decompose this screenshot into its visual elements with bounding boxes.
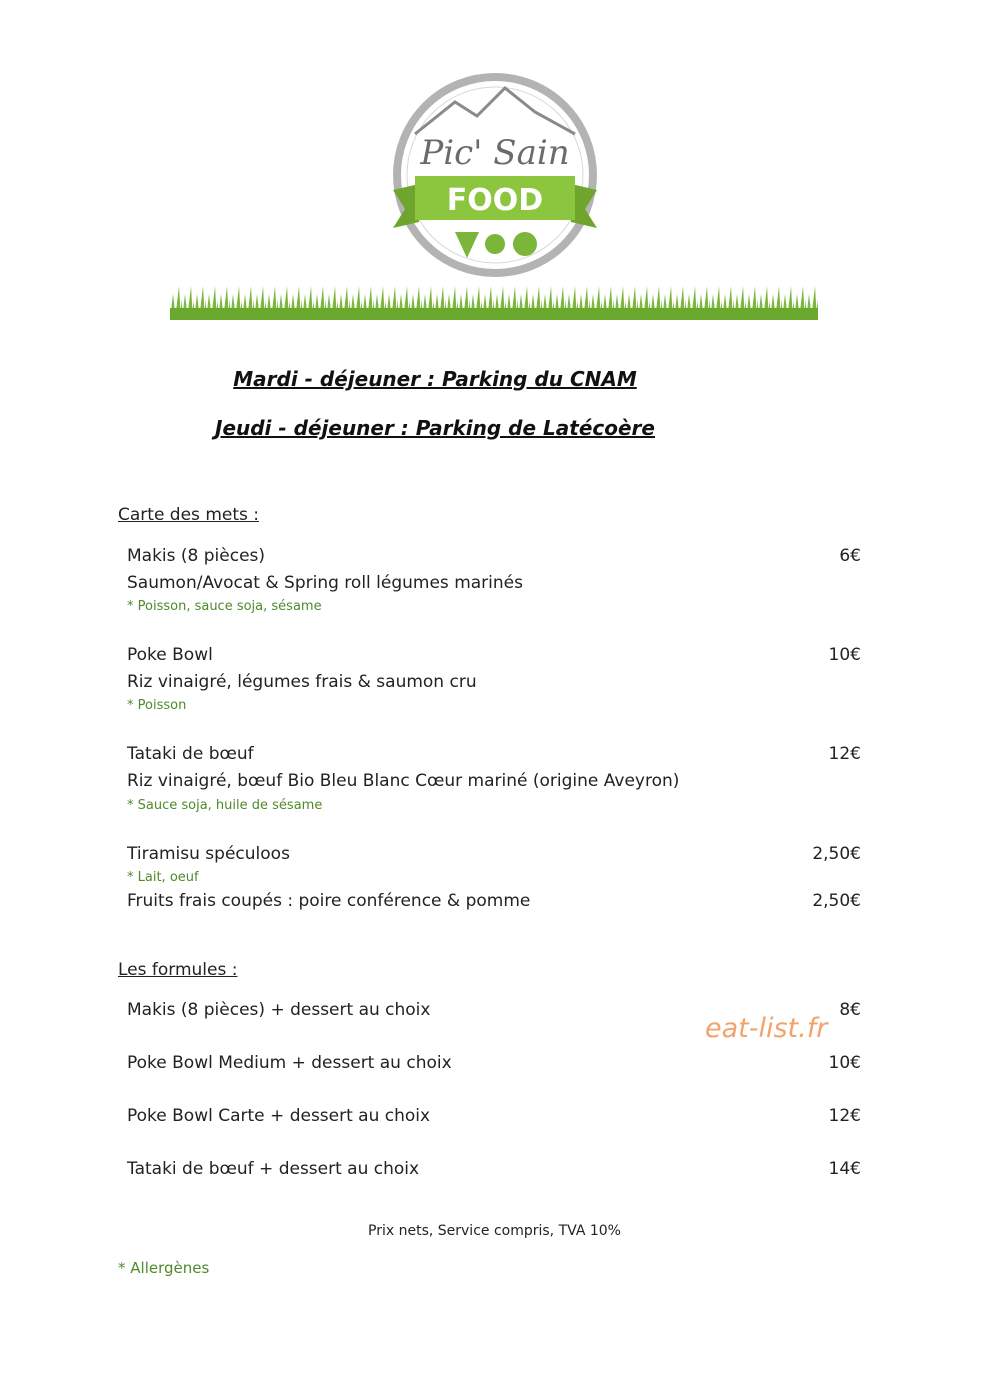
logo-food-text: FOOD	[446, 183, 544, 218]
formula-item-price: 8€	[839, 1000, 861, 1020]
menu-item-price: 12€	[828, 744, 861, 764]
menu-item-name: Tataki de bœuf	[127, 744, 254, 764]
schedule-thursday: Jeudi - déjeuner : Parking de Latécoère	[215, 416, 655, 440]
watermark: eat-list.fr	[705, 1013, 828, 1044]
menu-item-description: Riz vinaigré, légumes frais & saumon cru	[127, 672, 477, 692]
menu-item-allergens: * Lait, oeuf	[127, 870, 199, 885]
formula-item-price: 14€	[828, 1159, 861, 1179]
menu-item-price: 2,50€	[812, 891, 861, 911]
menu-item-allergens: * Poisson, sauce soja, sésame	[127, 599, 322, 614]
formulas-section-title: Les formules :	[118, 960, 238, 980]
logo-title: Pic' Sain	[420, 133, 570, 173]
tomato-icon	[513, 232, 537, 256]
formula-item-price: 12€	[828, 1106, 861, 1126]
formula-item-price: 10€	[828, 1053, 861, 1073]
menu-item-price: 6€	[839, 546, 861, 566]
allergen-legend: * Allergènes	[118, 1259, 210, 1277]
menu-item-allergens: * Sauce soja, huile de sésame	[127, 798, 323, 813]
formula-item-name: Makis (8 pièces) + dessert au choix	[127, 1000, 431, 1020]
menu-item-name: Makis (8 pièces)	[127, 546, 266, 566]
formula-item-name: Tataki de bœuf + dessert au choix	[127, 1159, 420, 1179]
menu-item-description: Saumon/Avocat & Spring roll légumes marinés	[127, 573, 523, 593]
menu-item-name: Fruits frais coupés : poire conférence & pomme	[127, 891, 531, 911]
menu-item-description: Riz vinaigré, bœuf Bio Bleu Blanc Cœur mariné (origine Aveyron)	[127, 771, 680, 791]
price-note: Prix nets, Service compris, TVA 10%	[368, 1223, 621, 1239]
menu-item-allergens: * Poisson	[127, 698, 187, 713]
grass-decoration	[170, 282, 818, 320]
menu-item-price: 10€	[828, 645, 861, 665]
menu-item-price: 2,50€	[812, 844, 861, 864]
formula-item-name: Poke Bowl Medium + dessert au choix	[127, 1053, 452, 1073]
menu-item-name: Poke Bowl	[127, 645, 213, 665]
schedule-tuesday: Mardi - déjeuner : Parking du CNAM	[233, 367, 637, 391]
pic-sain-food-logo	[385, 72, 605, 282]
menu-item-name: Tiramisu spéculoos	[127, 844, 290, 864]
mushroom-icon	[485, 234, 505, 254]
menu-section-title: Carte des mets :	[118, 505, 259, 525]
formula-item-name: Poke Bowl Carte + dessert au choix	[127, 1106, 431, 1126]
